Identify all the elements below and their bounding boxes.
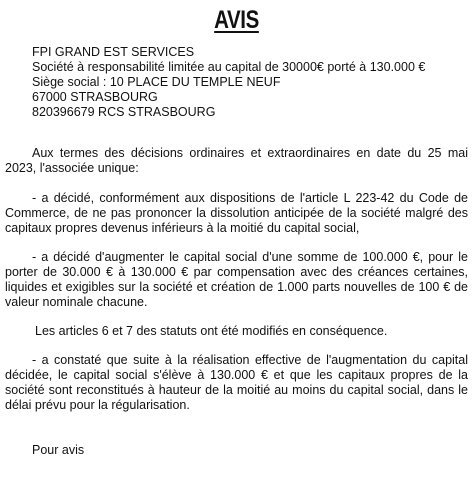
decision-1-paragraph: - a décidé, conformément aux dispositions de l'article L 223-42 du Code de Commerce, de ne pas prononcer la dissolution anticipée de la société malgré des capitaux propres devenus inférieurs à la moitié du capital social,	[5, 191, 468, 235]
company-seat: Siège social : 10 PLACE DU TEMPLE NEUF	[32, 75, 281, 89]
company-name: FPI GRAND EST SERVICES	[32, 45, 195, 59]
company-header	[32, 45, 425, 120]
intro-paragraph: Aux termes des décisions ordinaires et extraordinaires en date du 25 mai 2023, l'associée unique:	[5, 146, 468, 175]
notice-title: AVIS	[214, 6, 259, 34]
decision-2-paragraph: - a décidé d'augmenter le capital social d'une somme de 100.000 €, pour le porter de 30.000 € à 130.000 € par compensation avec des créances certaines, liquides et exigibles sur la société et création de 1.000 parts nouvelles de 100 € de valeur nominale chacune.	[5, 250, 468, 309]
closing-text: Pour avis	[32, 443, 85, 457]
company-rcs: 820396679 RCS STRASBOURG	[32, 105, 216, 119]
finding-paragraph: - a constaté que suite à la réalisation effective de l'augmentation du capital décidée, le capital social s'élève à 130.000 € et que les capitaux propres de la société sont reconstitués à hauteur de la moitié au moins du capital social, dans le délai prévu pour la régularisation.	[5, 353, 468, 412]
articles-paragraph: Les articles 6 et 7 des statuts ont été modifiés en conséquence.	[35, 324, 388, 338]
company-city: 67000 STRASBOURG	[32, 90, 158, 104]
company-capital: Société à responsabilité limitée au capital de 30000€ porté à 130.000 €	[32, 60, 426, 74]
